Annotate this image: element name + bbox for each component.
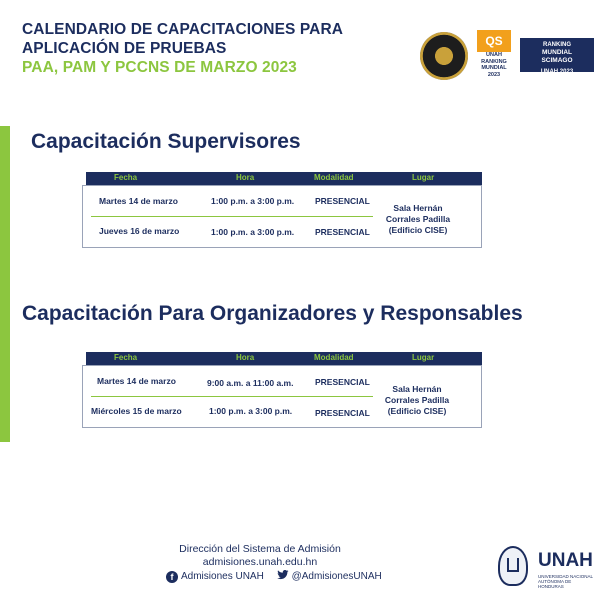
page-title [22,20,343,77]
scimago-line-2: MUNDIAL [542,49,572,56]
col-header-hora: Hora [236,173,255,182]
row-divider [91,396,373,397]
row-2-fecha: Jueves 16 de marzo [99,226,180,236]
scimago-line-4: UNAH 2023 [540,69,574,75]
table-header [86,352,482,365]
ranking-logos [418,30,596,86]
row-2-modalidad: PRESENCIAL [315,408,370,418]
row-divider [91,216,373,217]
row-1-fecha: Martes 14 de marzo [97,376,176,386]
twitter-icon [277,570,289,583]
row-1-hora: 1:00 p.m. a 3:00 p.m. [211,196,295,206]
row-1-hora: 9:00 a.m. a 11:00 a.m. [207,378,294,388]
qs-line-4: 2023 [487,71,501,78]
unah-logo [498,544,598,592]
footer-department: Dirección del Sistema de Admisión [179,543,341,555]
lugar-line-1: Sala Hernán [392,384,442,394]
qs-line-2: RANKING [481,58,507,65]
scimago-ranking-logo [520,38,594,75]
row-2-fecha: Miércoles 15 de marzo [91,406,182,416]
footer-contact [160,543,360,569]
twitter-link[interactable]: @AdmisionesUNAH [291,571,382,582]
title-line-3: PAA, PAM Y PCCNS DE MARZO 2023 [22,59,297,76]
table-header [86,172,482,185]
qs-ranking-logo [476,30,512,84]
title-line-1: CALENDARIO DE CAPACITACIONES PARA [22,21,344,38]
lugar-line-3: (Edificio CISE) [388,225,448,235]
table-body [82,365,482,428]
social-links [166,570,382,583]
scimago-line-3: SCIMAGO [541,57,573,64]
unah-wordmark: UNAH [538,550,593,571]
col-header-fecha: Fecha [114,353,138,362]
lugar-line-1: Sala Hernán [393,203,443,213]
unah-subtitle: UNIVERSIDAD NACIONAL AUTÓNOMA DE HONDURAS [538,574,593,589]
row-1-modalidad: PRESENCIAL [315,196,370,206]
lugar-line-2: Corrales Padilla [385,214,451,224]
row-2-hora: 1:00 p.m. a 3:00 p.m. [209,406,293,416]
col-header-hora: Hora [236,353,255,362]
table-body [82,185,482,248]
title-line-2: APLICACIÓN DE PRUEBAS [22,40,227,57]
lugar-cell [362,384,472,417]
unah-crest-icon [498,546,528,586]
qs-line-1: UNAH [486,52,502,58]
section-title-supervisores: Capacitación Supervisores [31,130,301,153]
facebook-link[interactable]: Admisiones UNAH [181,571,264,582]
row-1-modalidad: PRESENCIAL [315,377,370,387]
qs-line-3: MUNDIAL [481,65,507,71]
row-1-fecha: Martes 14 de marzo [99,196,178,206]
row-2-hora: 1:00 p.m. a 3:00 p.m. [211,227,295,237]
scimago-line-1: RANKING [543,42,571,48]
col-header-lugar: Lugar [412,353,435,362]
facebook-icon: f [166,571,178,583]
col-header-modalidad: Modalidad [314,173,354,182]
col-header-fecha: Fecha [114,173,138,182]
lugar-line-2: Corrales Padilla [384,395,450,405]
lugar-cell [363,203,473,236]
qs-mark: QS [477,30,511,52]
row-2-modalidad: PRESENCIAL [315,227,370,237]
col-header-lugar: Lugar [412,173,435,182]
section-title-organizadores: Capacitación Para Organizadores y Responsables [22,302,523,325]
lugar-line-3: (Edificio CISE) [387,406,447,416]
col-header-modalidad: Modalidad [314,353,354,362]
accent-bar [0,126,10,442]
university-seal-logo [420,32,468,80]
footer-website-link[interactable]: admisiones.unah.edu.hn [202,556,318,568]
